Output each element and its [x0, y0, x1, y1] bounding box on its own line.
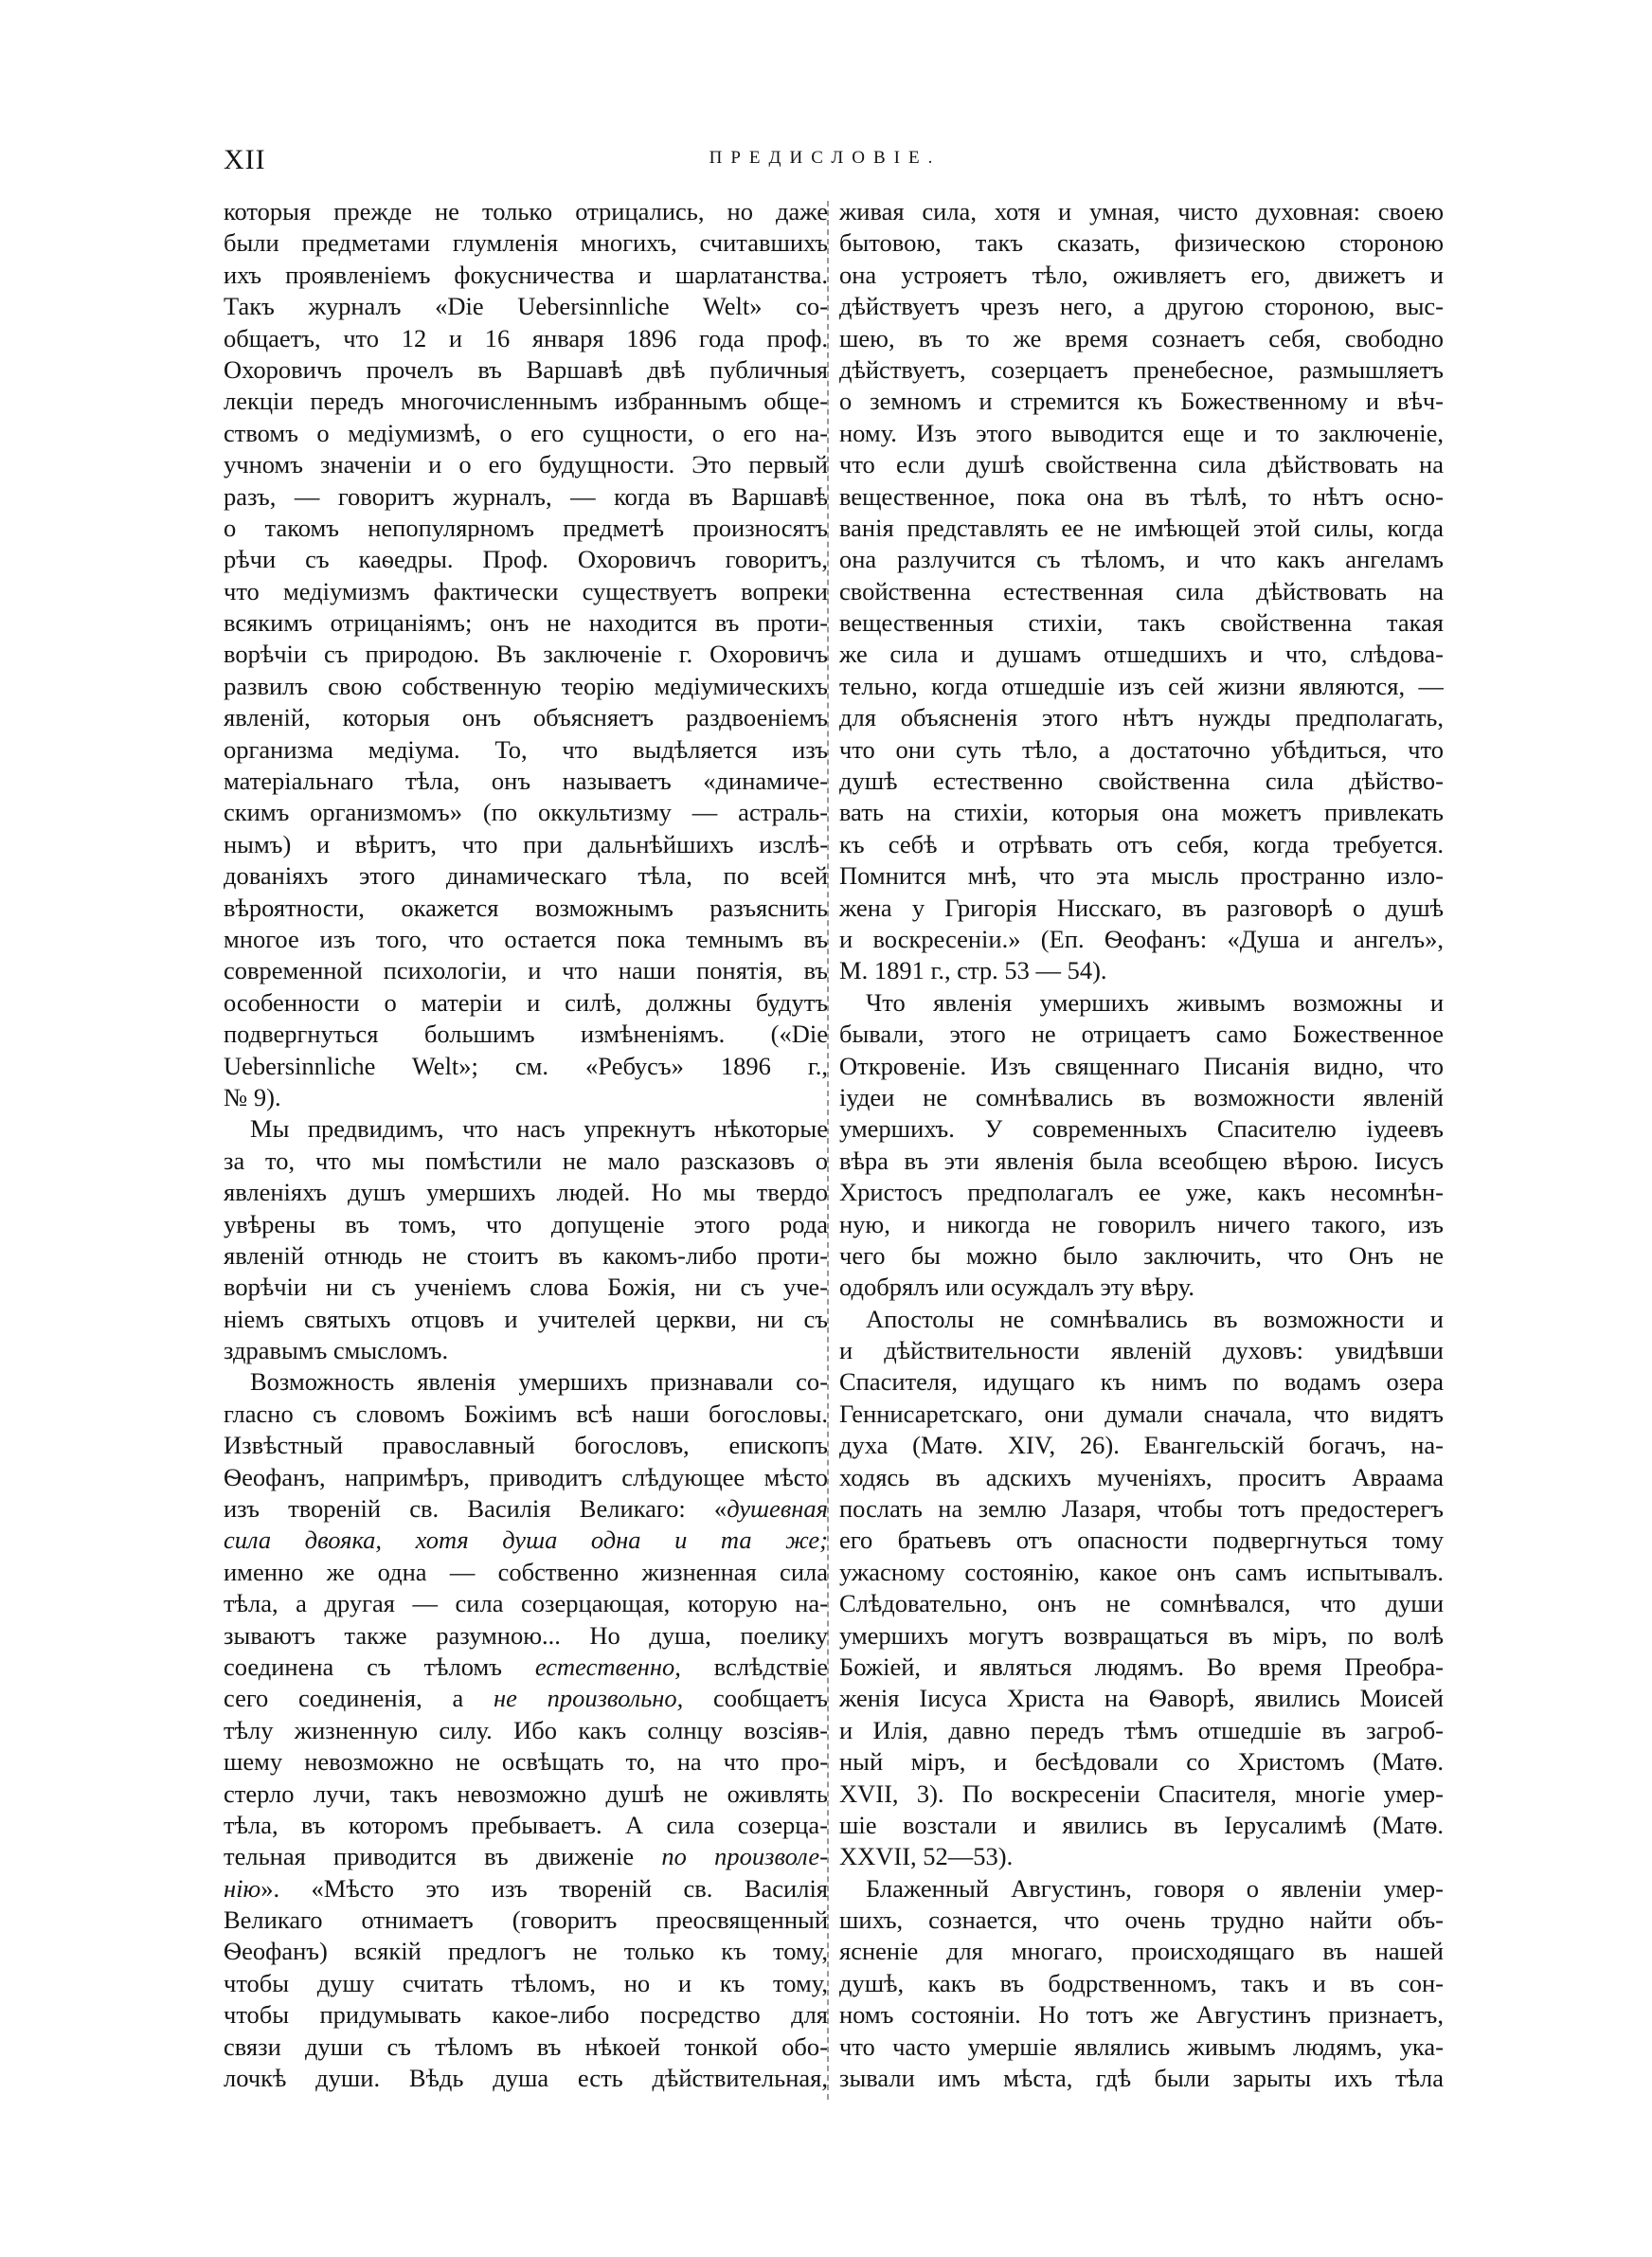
text-line: всякимъ отрицаніямъ; онъ не находится въ проти-: [224, 608, 828, 638]
page-header: [224, 144, 1427, 182]
text-line: явленій, которыя онъ объясняетъ раздвоеніемъ: [224, 703, 828, 732]
text-line: душѣ естественно свойственна сила дѣйство-: [839, 767, 1444, 796]
text-line: одобрялъ или осуждалъ эту вѣру.: [839, 1273, 1194, 1302]
text-line: ный міръ, и бесѣдовали со Христомъ (Матѳ.: [839, 1747, 1444, 1777]
text-line: бывали, этого не отрицаетъ само Божественное: [839, 1020, 1444, 1049]
text-line: и дѣйствительности явленій духовъ: увидѣвши: [839, 1336, 1444, 1365]
text-line: что они суть тѣло, а достаточно убѣдиться, что: [839, 734, 1444, 764]
text-line: вещественныя стихіи, такъ свойственна такая: [839, 608, 1444, 638]
text-line: живая сила, хотя и умная, чисто духовная: своею: [839, 197, 1444, 226]
text-line: дѣйствуетъ чрезъ него, а другою стороною, выс-: [839, 292, 1444, 321]
text-line: что медіумизмъ фактически существуетъ вопреки: [224, 576, 828, 605]
text-line: гласно съ словомъ Божіимъ всѣ наши богословы.: [224, 1399, 828, 1428]
text-line: Великаго отнимаетъ (говоритъ преосвященный: [224, 1905, 828, 1935]
text-line: что часто умершіе являлись живымъ людямъ, ука-: [839, 2031, 1444, 2061]
text-line: Что явленія умершихъ живымъ возможны и: [866, 987, 1444, 1017]
text-line: Слѣдовательно, онъ не сомнѣвался, что души: [839, 1589, 1444, 1618]
text-line: іудеи не сомнѣвались въ возможности явленій: [839, 1082, 1444, 1111]
text-line: именно же одна — собственно жизненная сила: [224, 1557, 828, 1586]
text-line: ствомъ о медіумизмѣ, о его сущности, о его на-: [224, 418, 828, 447]
text-line: общаетъ, что 12 и 16 января 1896 года проф.: [224, 323, 828, 352]
text-line: Такъ журналъ «Die Uebersinnliche Welt» со-: [224, 292, 828, 321]
text-line: зывали имъ мѣста, гдѣ были зарыты ихъ тѣла: [839, 2064, 1444, 2093]
text-line: что если душѣ свойственна сила дѣйствовать на: [839, 450, 1444, 479]
text-line: духа (Матѳ. XIV, 26). Евангельскій богачъ, на-: [839, 1431, 1444, 1460]
text-line: увѣрены въ томъ, что допущеніе этого рода: [224, 1209, 828, 1238]
text-line: рѣчи съ каѳедры. Проф. Охоровичъ говоритъ,: [224, 545, 828, 574]
italic-emphasis: по произволе-: [661, 1842, 828, 1871]
text-line: Охоровичъ прочелъ въ Варшавѣ двѣ публичныя: [224, 354, 828, 384]
text-line: современной психологіи, и что наши понятія, въ: [224, 956, 828, 985]
text-line: ходясь въ адскихъ мученіяхъ, проситъ Авраама: [839, 1462, 1444, 1491]
right-column: [839, 196, 1444, 2094]
text-line: ніемъ святыхъ отцовъ и учителей церкви, ни съ: [224, 1304, 828, 1333]
text-line: вещественное, пока она въ тѣлѣ, то нѣтъ осно-: [839, 481, 1444, 511]
italic-emphasis: нію: [224, 1873, 261, 1903]
text-line: матеріальнаго тѣла, онъ называетъ «динамиче-: [224, 767, 828, 796]
text-line: Апостолы не сомнѣвались въ возможности и: [866, 1304, 1444, 1333]
text-line: Геннисаретскаго, они думали сначала, что видятъ: [839, 1399, 1444, 1428]
text-line: здравымъ смысломъ.: [224, 1336, 449, 1365]
text-line: Христосъ предполагалъ ее уже, какъ несомнѣн-: [839, 1178, 1444, 1207]
text-line: Ѳеофанъ) всякій предлогъ не только къ тому,: [224, 1937, 828, 1966]
text-line: чтобы придумывать какое-либо посредство для: [224, 2000, 828, 2030]
text-line: XXVII, 52—53).: [839, 1842, 1014, 1871]
text-line: шею, въ то же время сознаетъ себя, свободно: [839, 323, 1444, 352]
text-line: нію». «Мѣсто это изъ твореній св. Василія: [224, 1873, 828, 1903]
text-line: тѣлу жизненную силу. Ибо какъ солнцу возсіяв-: [224, 1715, 828, 1744]
text-line: и Илія, давно передъ тѣмъ отшедшіе въ загроб-: [839, 1715, 1444, 1744]
text-line: Uebersinnliche Welt»; см. «Ребусъ» 1896 г.,: [224, 1051, 828, 1080]
text-line: учномъ значеніи и о его будущности. Это первый: [224, 450, 828, 479]
text-line: Извѣстный православный богословъ, епископъ: [224, 1431, 828, 1460]
text-line: шіе возстали и явились въ Іерусалимѣ (Матѳ.: [839, 1810, 1444, 1839]
text-line: Помнится мнѣ, что эта мысль пространно изло-: [839, 861, 1444, 891]
text-line: сила двояка, хотя душа одна и та же;: [224, 1526, 828, 1555]
text-line: которыя прежде не только отрицались, но даже: [224, 197, 828, 226]
text-line: лочкѣ души. Вѣдь душа есть дѣйствительная,: [224, 2064, 828, 2093]
text-line: послать на землю Лазаря, чтобы тотъ предостерегъ: [839, 1494, 1444, 1524]
text-line: жена у Григорія Нисскаго, въ разговорѣ о душѣ: [839, 893, 1444, 922]
text-line: ную, и никогда не говорилъ ничего такого, изъ: [839, 1209, 1444, 1238]
text-line: зываютъ также разумною... Но душа, поелику: [224, 1620, 828, 1650]
text-line: о земномъ и стремится къ Божественному и вѣч-: [839, 387, 1444, 416]
text-line: къ себѣ и отрѣвать отъ себя, когда требуется.: [839, 829, 1444, 858]
text-line: она разлучится съ тѣломъ, и что какъ ангеламъ: [839, 545, 1444, 574]
running-title: ПРЕДИСЛОВІЕ.: [709, 148, 942, 168]
text-line: Божіей, и являться людямъ. Во время Преобра-: [839, 1652, 1444, 1681]
text-line: чтобы душу считать тѣломъ, но и къ тому,: [224, 1968, 828, 1997]
text-line: организма медіума. То, что выдѣляется изъ: [224, 734, 828, 764]
text-line: ворѣчіи ни съ ученіемъ слова Божія, ни съ уче-: [224, 1273, 828, 1302]
text-line: многое изъ того, что остается пока темнымъ въ: [224, 924, 828, 953]
text-line: XVII, 3). По воскресеніи Спасителя, многіе умер-: [839, 1779, 1444, 1808]
text-line: ужасному состоянію, какое онъ самъ испытывалъ.: [839, 1557, 1444, 1586]
text-line: сего соединенія, а не произвольно, сообщаетъ: [224, 1684, 828, 1713]
text-line: особенности о матеріи и силѣ, должны будутъ: [224, 987, 828, 1017]
text-line: явленій отнюдь не стоитъ въ какомъ-либо проти-: [224, 1240, 828, 1270]
text-line: подвергнуться большимъ измѣненіямъ. («Die: [224, 1020, 828, 1049]
text-line: душѣ, какъ въ бодрственномъ, такъ и въ сон-: [839, 1968, 1444, 1997]
text-line: для объясненія этого нѣтъ нужды предполагать,: [839, 703, 1444, 732]
text-line: о такомъ непопулярномъ предметѣ произносятъ: [224, 513, 828, 542]
text-line: умершихъ могутъ возвращаться въ міръ, по волѣ: [839, 1620, 1444, 1650]
text-line: Возможность явленія умершихъ признавали со-: [250, 1367, 828, 1397]
italic-emphasis: душевная: [727, 1494, 828, 1524]
text-line: нымъ) и вѣритъ, что при дальнѣйшихъ изслѣ-: [224, 829, 828, 858]
text-line: бытовою, такъ сказать, физическою стороною: [839, 228, 1444, 258]
text-line: явленіяхъ душъ умершихъ людей. Но мы твердо: [224, 1178, 828, 1207]
text-line: лекціи передъ многочисленнымъ избраннымъ обще-: [224, 387, 828, 416]
page-number: XII: [224, 144, 266, 175]
text-line: вѣра въ эти явленія была всеобщею вѣрою. Іисусъ: [839, 1146, 1444, 1175]
text-line: тельная приводится въ движеніе по произволе-: [224, 1842, 828, 1871]
text-line: тѣла, въ которомъ пребываетъ. А сила созерца-: [224, 1810, 828, 1839]
text-line: ихъ проявленіемъ фокусничества и шарлатанства.: [224, 260, 828, 289]
text-line: скимъ организмомъ» (по оккультизму — астраль-: [224, 798, 828, 827]
text-line: вать на стихіи, которыя она можетъ привлекать: [839, 798, 1444, 827]
text-line: соединена съ тѣломъ естественно, вслѣдствіе: [224, 1652, 828, 1681]
text-line: чего бы можно было заключить, что Онъ не: [839, 1240, 1444, 1270]
text-line: умершихъ. У современныхъ Спасителю іудеевъ: [839, 1114, 1444, 1144]
text-line: М. 1891 г., стр. 53 — 54).: [839, 956, 1107, 985]
text-line: же сила и душамъ отшедшихъ и что, слѣдова-: [839, 640, 1444, 669]
text-line: Откровеніе. Изъ священнаго Писанія видно, что: [839, 1051, 1444, 1080]
text-line: за то, что мы помѣстили не мало разсказовъ о: [224, 1146, 828, 1175]
text-line: ворѣчіи съ природою. Въ заключеніе г. Охоровичъ: [224, 640, 828, 669]
text-line: стерло лучи, такъ невозможно душѣ не оживлять: [224, 1779, 828, 1808]
text-line: ванія представлять ее не имѣющей этой силы, когда: [839, 513, 1444, 542]
text-line: номъ состояніи. Но тотъ же Августинъ признаетъ,: [839, 2000, 1444, 2030]
text-line: разъ, — говоритъ журналъ, — когда въ Варшавѣ: [224, 481, 828, 511]
text-line: изъ твореній св. Василія Великаго: «душевная: [224, 1494, 828, 1524]
text-line: шихъ, сознается, что очень трудно найти объ-: [839, 1905, 1444, 1935]
italic-emphasis: естественно,: [534, 1652, 681, 1681]
text-line: Мы предвидимъ, что насъ упрекнутъ нѣкоторые: [250, 1114, 828, 1144]
text-line: и воскресеніи.» (Еп. Ѳеофанъ: «Душа и ангелъ»,: [839, 924, 1444, 953]
text-line: Спасителя, идущаго къ нимъ по водамъ озера: [839, 1367, 1444, 1397]
text-line: Блаженный Августинъ, говоря о явленіи умер-: [866, 1873, 1444, 1903]
text-line: вѣроятности, окажется возможнымъ разъяснить: [224, 893, 828, 922]
text-line: № 9).: [224, 1082, 281, 1111]
text-line: ному. Изъ этого выводится еще и то заключеніе,: [839, 418, 1444, 447]
text-line: дѣйствуетъ, созерцаетъ пренебесное, размышляетъ: [839, 354, 1444, 384]
text-line: были предметами глумленія многихъ, считавшихъ: [224, 228, 828, 258]
left-column: [224, 196, 828, 2094]
text-line: его братьевъ отъ опасности подвергнуться тому: [839, 1526, 1444, 1555]
text-line: развилъ свою собственную теорію медіумическихъ: [224, 671, 828, 700]
text-line: она устрояетъ тѣло, оживляетъ его, движетъ и: [839, 260, 1444, 289]
text-line: связи души съ тѣломъ въ нѣкоей тонкой обо-: [224, 2031, 828, 2061]
text-line: дованіяхъ этого динамическаго тѣла, по всей: [224, 861, 828, 891]
text-line: шему невозможно не освѣщать то, на что про-: [224, 1747, 828, 1777]
text-line: ясненіе для многаго, происходящаго въ нашей: [839, 1937, 1444, 1966]
text-line: тельно, когда отшедшіе изъ сей жизни являются, —: [839, 671, 1444, 700]
italic-emphasis: не произвольно,: [493, 1684, 684, 1713]
text-line: тѣла, а другая — сила созерцающая, которую на-: [224, 1589, 828, 1618]
text-line: Ѳеофанъ, напримѣръ, приводитъ слѣдующее мѣсто: [224, 1462, 828, 1491]
text-line: свойственна естественная сила дѣйствовать на: [839, 576, 1444, 605]
text-line: женія Іисуса Христа на Ѳаворѣ, явились Моисей: [839, 1684, 1444, 1713]
